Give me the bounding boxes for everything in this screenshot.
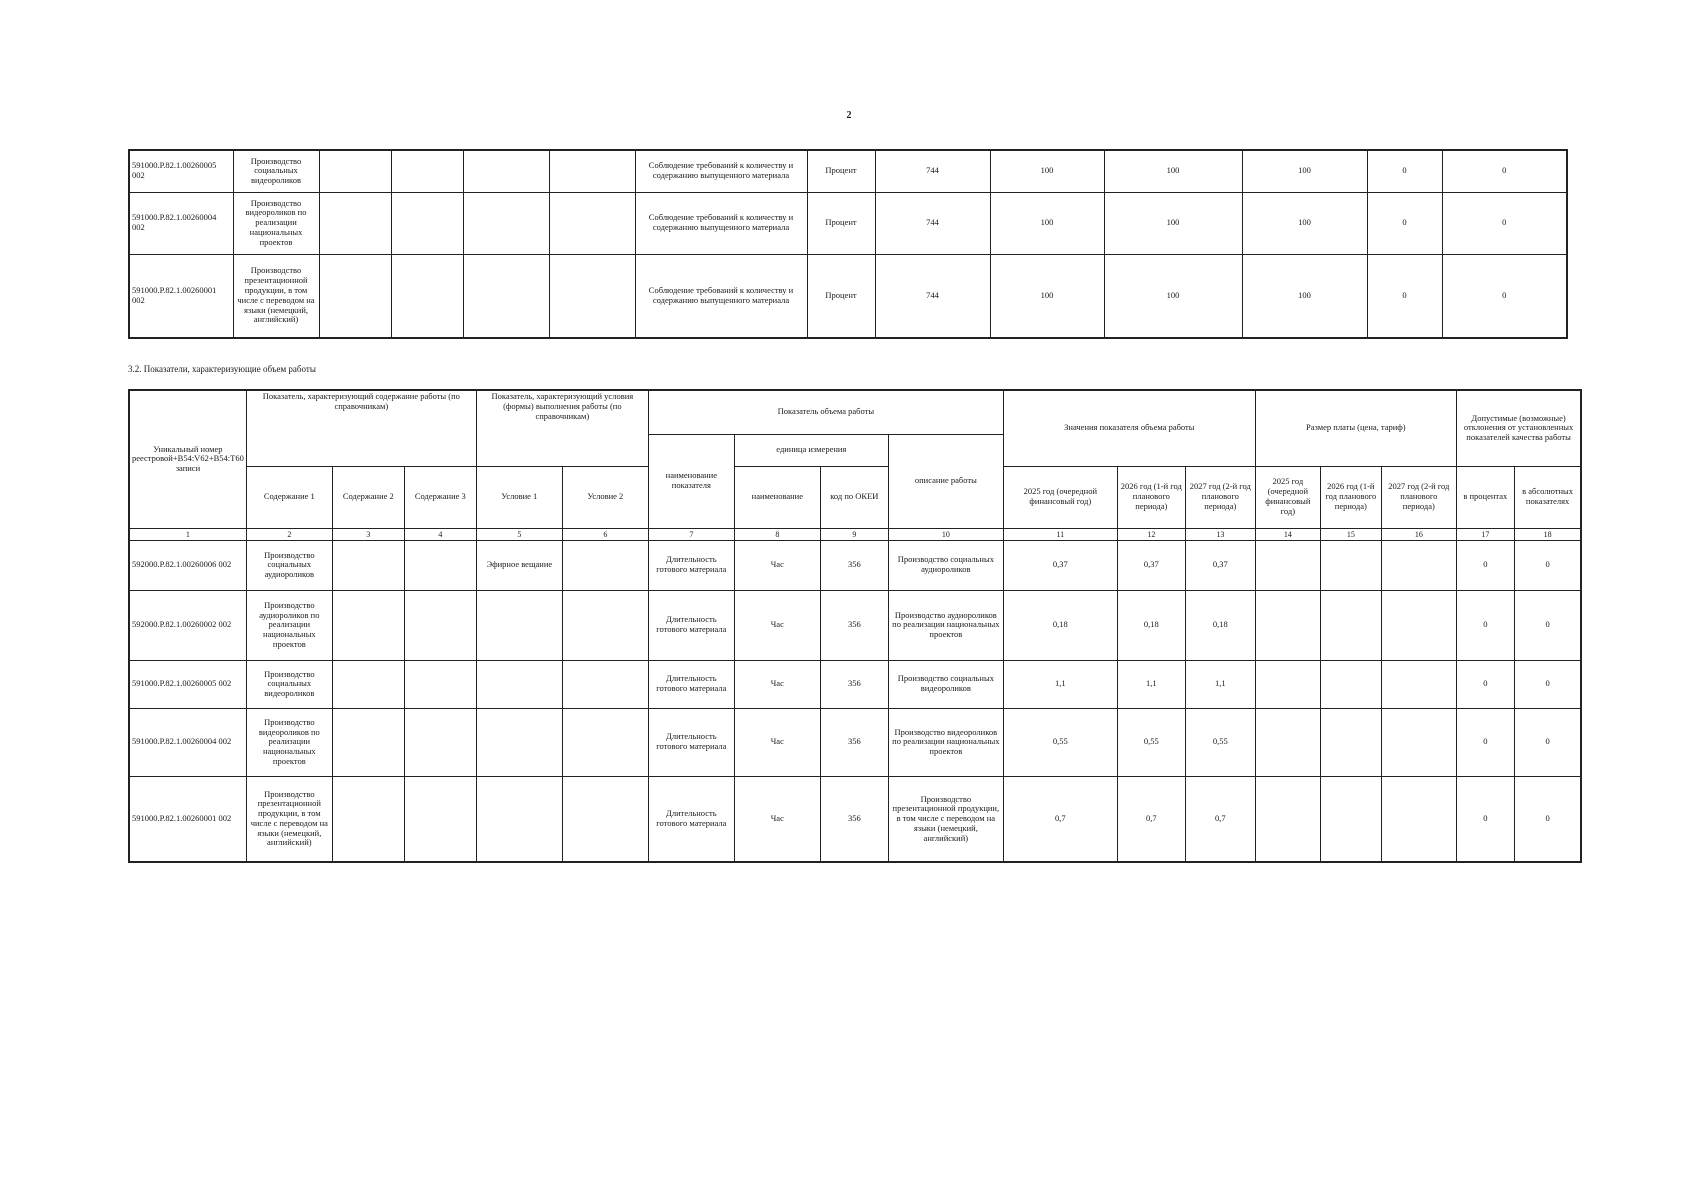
work-description: Производство социальных аудиороликов [888,540,1003,590]
value-2026: 0,18 [1117,590,1185,660]
header-deviation-absolute: в абсолютных показателях [1514,466,1581,528]
content-3 [404,708,476,776]
content-2 [332,660,404,708]
deviation-absolute: 0 [1514,776,1581,862]
value-2027: 0,18 [1185,590,1255,660]
reg-number: 591000.Р.82.1.00260005 002 [129,150,233,192]
column-number: 10 [888,528,1003,540]
content-1: Производство видеороликов по реализации национальных проектов [233,192,319,254]
table-row [129,540,1581,590]
content-3 [391,192,463,254]
indicator-name: Длительность готового материала [648,708,734,776]
indicator-name: Соблюдение требований к количеству и содержанию выпущенного материала [635,254,807,338]
value-2026: 0,37 [1117,540,1185,590]
unit-name: Час [734,776,820,862]
unit-name: Час [734,708,820,776]
volume-indicators-table [128,389,1582,863]
price-2027 [1381,540,1456,590]
okei-code: 356 [820,776,888,862]
deviation-absolute: 0 [1514,660,1581,708]
column-number: 3 [332,528,404,540]
value-2027: 0,7 [1185,776,1255,862]
unit-name: Час [734,660,820,708]
condition-1: Эфирное вещание [476,540,562,590]
column-number: 13 [1185,528,1255,540]
condition-1 [476,708,562,776]
content-2 [332,540,404,590]
content-1: Производство социальных видеороликов [233,150,319,192]
value-2025: 1,1 [1003,660,1117,708]
unit-name: Час [734,540,820,590]
work-description: Производство презентационной продукции, в том числе с переводом на языки (немецкий, английский) [888,776,1003,862]
reg-number: 591000.Р.82.1.00260001 002 [129,776,246,862]
value-2025: 100 [990,150,1104,192]
header-price-2027: 2027 год (2-й год планового периода) [1381,466,1456,528]
reg-number: 591000.Р.82.1.00260001 002 [129,254,233,338]
condition-2 [562,590,648,660]
value-2026: 100 [1104,254,1242,338]
work-description: Производство аудиороликов по реализации национальных проектов [888,590,1003,660]
condition-2 [549,150,635,192]
content-2 [319,192,391,254]
header-deviation-group: Допустимые (возможные) отклонения от установленных показателей качества работы [1456,390,1581,466]
content-2 [319,150,391,192]
content-1: Производство презентационной продукции, в том числе с переводом на языки (немецкий, английский) [233,254,319,338]
value-2027: 100 [1242,150,1367,192]
content-1: Производство презентационной продукции, в том числе с переводом на языки (немецкий, английский) [246,776,332,862]
column-number: 5 [476,528,562,540]
column-number: 8 [734,528,820,540]
deviation-absolute: 0 [1442,254,1567,338]
indicator-name: Длительность готового материала [648,776,734,862]
deviation-percent: 0 [1456,776,1514,862]
deviation-percent: 0 [1367,254,1442,338]
reg-number: 592000.Р.82.1.00260006 002 [129,540,246,590]
table-row [129,660,1581,708]
unit-name: Процент [807,254,875,338]
header-value-2026: 2026 год (1-й год планового периода) [1117,466,1185,528]
reg-number: 591000.Р.82.1.00260004 002 [129,708,246,776]
header-content-group: Показатель, характеризующий содержание работы (по справочникам) [246,390,476,466]
header-okei-code: код по ОКЕИ [820,466,888,528]
condition-1 [476,660,562,708]
unit-name: Процент [807,150,875,192]
value-2025: 0,55 [1003,708,1117,776]
table-row [129,192,1567,254]
condition-2 [549,192,635,254]
header-content-3: Содержание 3 [404,466,476,528]
price-2027 [1381,660,1456,708]
condition-2 [562,776,648,862]
okei-code: 356 [820,590,888,660]
okei-code: 356 [820,540,888,590]
value-2026: 0,55 [1117,708,1185,776]
page-number: 2 [846,110,852,121]
okei-code: 356 [820,660,888,708]
deviation-percent: 0 [1456,540,1514,590]
okei-code: 744 [875,254,990,338]
okei-code: 356 [820,708,888,776]
header-indicator-name: наименование показателя [648,434,734,528]
table-row [129,254,1567,338]
indicator-name: Соблюдение требований к количеству и содержанию выпущенного материала [635,150,807,192]
content-1: Производство социальных аудиороликов [246,540,332,590]
content-3 [391,150,463,192]
price-2025 [1255,708,1320,776]
column-number: 16 [1381,528,1456,540]
content-1: Производство аудиороликов по реализации национальных проектов [246,590,332,660]
deviation-percent: 0 [1456,660,1514,708]
header-content-2: Содержание 2 [332,466,404,528]
price-2025 [1255,660,1320,708]
header-value-2025: 2025 год (очередной финансовый год) [1003,466,1117,528]
column-number: 7 [648,528,734,540]
condition-1 [476,590,562,660]
price-2026 [1320,776,1381,862]
deviation-absolute: 0 [1514,708,1581,776]
condition-2 [549,254,635,338]
header-reg-number: Уникальный номер реестровой+В54:V62+В54:Т60 записи [129,390,246,528]
value-2027: 1,1 [1185,660,1255,708]
value-2025: 100 [990,192,1104,254]
indicator-name: Соблюдение требований к количеству и содержанию выпущенного материала [635,192,807,254]
content-2 [319,254,391,338]
reg-number: 591000.Р.82.1.00260005 002 [129,660,246,708]
deviation-percent: 0 [1456,590,1514,660]
column-number: 17 [1456,528,1514,540]
header-unit-group: единица измерения [734,434,888,466]
header-condition-group: Показатель, характеризующий условия (формы) выполнения работы (по справочникам) [476,390,648,466]
content-1: Производство видеороликов по реализации национальных проектов [246,708,332,776]
deviation-absolute: 0 [1442,192,1567,254]
value-2025: 0,7 [1003,776,1117,862]
okei-code: 744 [875,192,990,254]
value-2027: 0,55 [1185,708,1255,776]
condition-1 [463,150,549,192]
column-number: 11 [1003,528,1117,540]
unit-name: Час [734,590,820,660]
indicator-name: Длительность готового материала [648,660,734,708]
content-3 [404,660,476,708]
deviation-percent: 0 [1456,708,1514,776]
value-2027: 0,37 [1185,540,1255,590]
header-condition-2: Условие 2 [562,466,648,528]
header-content-1: Содержание 1 [246,466,332,528]
deviation-percent: 0 [1367,150,1442,192]
price-2026 [1320,708,1381,776]
column-number: 15 [1320,528,1381,540]
column-number: 18 [1514,528,1581,540]
unit-name: Процент [807,192,875,254]
condition-2 [562,660,648,708]
header-work-description: описание работы [888,434,1003,528]
value-2027: 100 [1242,192,1367,254]
condition-1 [463,192,549,254]
value-2025: 0,18 [1003,590,1117,660]
column-number: 2 [246,528,332,540]
condition-1 [463,254,549,338]
header-unit-name: наименование [734,466,820,528]
column-number: 1 [129,528,246,540]
indicator-name: Длительность готового материала [648,540,734,590]
deviation-percent: 0 [1367,192,1442,254]
condition-2 [562,708,648,776]
header-condition-1: Условие 1 [476,466,562,528]
column-number: 4 [404,528,476,540]
value-2026: 100 [1104,192,1242,254]
header-price-2026: 2026 год (1-й год планового периода) [1320,466,1381,528]
deviation-absolute: 0 [1514,590,1581,660]
content-3 [404,776,476,862]
table-row [129,150,1567,192]
value-2026: 1,1 [1117,660,1185,708]
value-2026: 100 [1104,150,1242,192]
reg-number: 591000.Р.82.1.00260004 002 [129,192,233,254]
price-2025 [1255,776,1320,862]
work-description: Производство видеороликов по реализации национальных проектов [888,708,1003,776]
reg-number: 592000.Р.82.1.00260002 002 [129,590,246,660]
value-2027: 100 [1242,254,1367,338]
header-deviation-percent: в процентах [1456,466,1514,528]
content-2 [332,776,404,862]
header-values-group: Значения показателя объема работы [1003,390,1255,466]
price-2027 [1381,590,1456,660]
price-2026 [1320,660,1381,708]
price-2026 [1320,590,1381,660]
column-number: 14 [1255,528,1320,540]
price-2025 [1255,590,1320,660]
work-description: Производство социальных видеороликов [888,660,1003,708]
header-price-2025: 2025 год (очередной финансовый год) [1255,466,1320,528]
deviation-absolute: 0 [1514,540,1581,590]
condition-1 [476,776,562,862]
header-price-group: Размер платы (цена, тариф) [1255,390,1456,466]
content-3 [391,254,463,338]
price-2025 [1255,540,1320,590]
section-title: 3.2. Показатели, характеризующие объем работы [128,364,316,374]
column-number: 12 [1117,528,1185,540]
content-3 [404,540,476,590]
value-2026: 0,7 [1117,776,1185,862]
column-number: 9 [820,528,888,540]
table-row [129,708,1581,776]
okei-code: 744 [875,150,990,192]
quality-indicators-table [128,149,1568,339]
price-2027 [1381,708,1456,776]
table-row [129,776,1581,862]
price-2026 [1320,540,1381,590]
price-2027 [1381,776,1456,862]
header-value-2027: 2027 год (2-й год планового периода) [1185,466,1255,528]
indicator-name: Длительность готового материала [648,590,734,660]
value-2025: 100 [990,254,1104,338]
column-number: 6 [562,528,648,540]
header-volume-group: Показатель объема работы [648,390,1003,434]
content-1: Производство социальных видеороликов [246,660,332,708]
content-2 [332,590,404,660]
value-2025: 0,37 [1003,540,1117,590]
deviation-absolute: 0 [1442,150,1567,192]
content-2 [332,708,404,776]
condition-2 [562,540,648,590]
table-row [129,590,1581,660]
content-3 [404,590,476,660]
